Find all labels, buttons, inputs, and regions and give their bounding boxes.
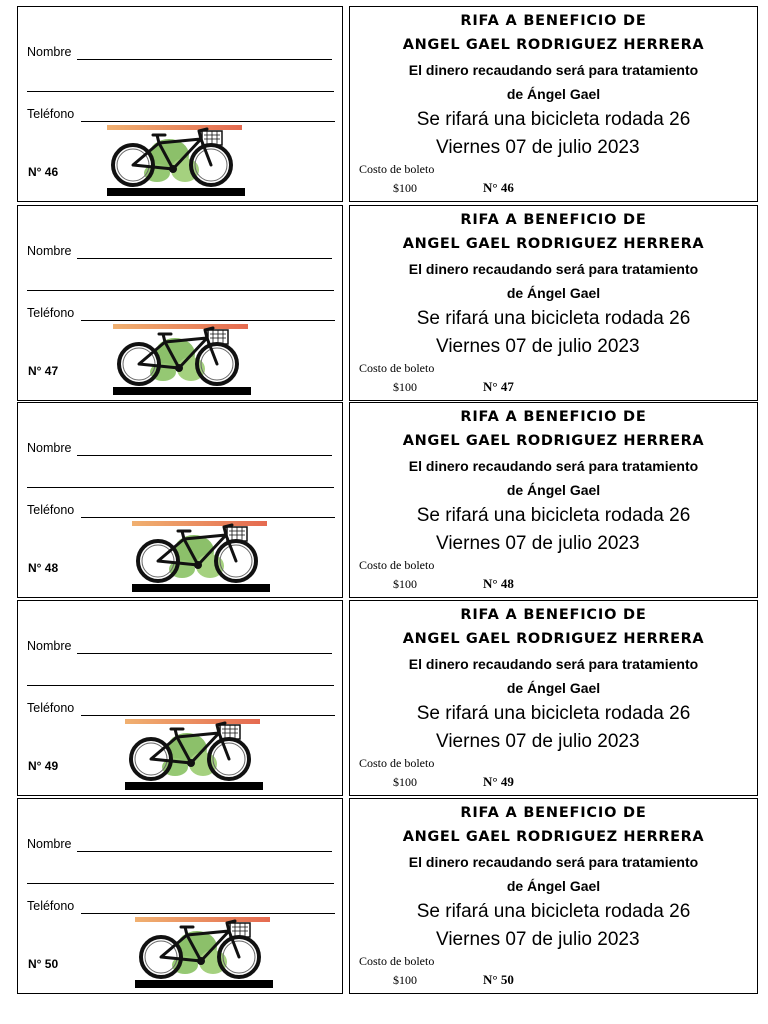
nombre-line-2 bbox=[27, 883, 334, 884]
stub-ticket-number: N° 50 bbox=[28, 957, 59, 971]
title-line-1: RIFA A BENEFICIO DE bbox=[460, 409, 647, 425]
cost-label: Costo de boleto bbox=[359, 558, 435, 572]
title-line-1: RIFA A BENEFICIO DE bbox=[460, 607, 647, 623]
telefono-line bbox=[81, 715, 335, 716]
nombre-line bbox=[77, 653, 332, 654]
ticket-stub bbox=[17, 205, 343, 401]
title-line-2: ANGEL GAEL RODRIGUEZ HERRERA bbox=[402, 433, 705, 449]
prize-text: Se rifará una bicicleta rodada 26 bbox=[416, 703, 691, 724]
title-line-2: ANGEL GAEL RODRIGUEZ HERRERA bbox=[402, 37, 705, 53]
nombre-line-2 bbox=[27, 290, 334, 291]
ticket-price: $100 bbox=[393, 775, 417, 789]
subtitle-line-1: El dinero recaudando será para tratamiento bbox=[408, 458, 699, 474]
bicycle-image bbox=[113, 324, 253, 396]
telefono-label: Teléfono bbox=[27, 107, 75, 121]
subtitle-line-2: de Ángel Gael bbox=[506, 86, 601, 102]
nombre-line bbox=[77, 851, 332, 852]
nombre-label: Nombre bbox=[27, 639, 72, 653]
subtitle-line-2: de Ángel Gael bbox=[506, 482, 601, 498]
title-line-1: RIFA A BENEFICIO DE bbox=[460, 13, 647, 29]
nombre-label: Nombre bbox=[27, 441, 72, 455]
raffle-ticket bbox=[0, 600, 768, 798]
bicycle-image bbox=[125, 719, 265, 791]
nombre-line bbox=[77, 59, 332, 60]
telefono-line bbox=[81, 913, 335, 914]
ticket-body bbox=[349, 205, 758, 401]
subtitle-line-2: de Ángel Gael bbox=[506, 878, 601, 894]
telefono-line bbox=[81, 320, 335, 321]
subtitle-line-2: de Ángel Gael bbox=[506, 285, 601, 301]
ticket-price: $100 bbox=[393, 973, 417, 987]
draw-date: Viernes 07 de julio 2023 bbox=[436, 929, 640, 950]
telefono-line bbox=[81, 517, 335, 518]
raffle-ticket bbox=[0, 402, 768, 600]
telefono-label: Teléfono bbox=[27, 701, 75, 715]
subtitle-line-1: El dinero recaudando será para tratamiento bbox=[408, 656, 699, 672]
stub-ticket-number: N° 46 bbox=[28, 165, 59, 179]
ticket-price: $100 bbox=[393, 181, 417, 195]
telefono-line bbox=[81, 121, 335, 122]
ticket-stub bbox=[17, 600, 343, 796]
nombre-label: Nombre bbox=[27, 244, 72, 258]
bicycle-image bbox=[135, 917, 275, 989]
nombre-line bbox=[77, 258, 332, 259]
prize-text: Se rifará una bicicleta rodada 26 bbox=[416, 901, 691, 922]
main-ticket-number: N° 48 bbox=[483, 576, 514, 591]
ticket-body bbox=[349, 600, 758, 796]
main-ticket-number: N° 49 bbox=[483, 774, 514, 789]
subtitle-line-1: El dinero recaudando será para tratamiento bbox=[408, 854, 699, 870]
title-line-1: RIFA A BENEFICIO DE bbox=[460, 212, 647, 228]
ticket-price: $100 bbox=[393, 577, 417, 591]
draw-date: Viernes 07 de julio 2023 bbox=[436, 336, 640, 357]
draw-date: Viernes 07 de julio 2023 bbox=[436, 137, 640, 158]
title-line-2: ANGEL GAEL RODRIGUEZ HERRERA bbox=[402, 631, 705, 647]
nombre-line bbox=[77, 455, 332, 456]
telefono-label: Teléfono bbox=[27, 503, 75, 517]
draw-date: Viernes 07 de julio 2023 bbox=[436, 731, 640, 752]
stub-ticket-number: N° 48 bbox=[28, 561, 59, 575]
bicycle-image bbox=[132, 521, 272, 593]
nombre-line-2 bbox=[27, 91, 334, 92]
ticket-stub bbox=[17, 402, 343, 598]
prize-text: Se rifará una bicicleta rodada 26 bbox=[416, 308, 691, 329]
title-line-2: ANGEL GAEL RODRIGUEZ HERRERA bbox=[402, 829, 705, 845]
cost-label: Costo de boleto bbox=[359, 756, 435, 770]
bicycle-image bbox=[107, 125, 247, 197]
raffle-ticket bbox=[0, 798, 768, 996]
subtitle-line-1: El dinero recaudando será para tratamiento bbox=[408, 62, 699, 78]
cost-label: Costo de boleto bbox=[359, 954, 435, 968]
draw-date: Viernes 07 de julio 2023 bbox=[436, 533, 640, 554]
ticket-body bbox=[349, 6, 758, 202]
main-ticket-number: N° 50 bbox=[483, 972, 514, 987]
title-line-1: RIFA A BENEFICIO DE bbox=[460, 805, 647, 821]
ticket-body bbox=[349, 798, 758, 994]
telefono-label: Teléfono bbox=[27, 899, 75, 913]
nombre-label: Nombre bbox=[27, 45, 72, 59]
prize-text: Se rifará una bicicleta rodada 26 bbox=[416, 505, 691, 526]
ticket-stub bbox=[17, 6, 343, 202]
telefono-label: Teléfono bbox=[27, 306, 75, 320]
subtitle-line-1: El dinero recaudando será para tratamiento bbox=[408, 261, 699, 277]
ticket-stub bbox=[17, 798, 343, 994]
raffle-ticket bbox=[0, 6, 768, 204]
nombre-line-2 bbox=[27, 685, 334, 686]
stub-ticket-number: N° 49 bbox=[28, 759, 59, 773]
raffle-ticket bbox=[0, 205, 768, 403]
title-line-2: ANGEL GAEL RODRIGUEZ HERRERA bbox=[402, 236, 705, 252]
subtitle-line-2: de Ángel Gael bbox=[506, 680, 601, 696]
ticket-price: $100 bbox=[393, 380, 417, 394]
cost-label: Costo de boleto bbox=[359, 162, 435, 176]
main-ticket-number: N° 47 bbox=[483, 379, 514, 394]
ticket-body bbox=[349, 402, 758, 598]
nombre-label: Nombre bbox=[27, 837, 72, 851]
prize-text: Se rifará una bicicleta rodada 26 bbox=[416, 109, 691, 130]
main-ticket-number: N° 46 bbox=[483, 180, 514, 195]
nombre-line-2 bbox=[27, 487, 334, 488]
stub-ticket-number: N° 47 bbox=[28, 364, 59, 378]
cost-label: Costo de boleto bbox=[359, 361, 435, 375]
